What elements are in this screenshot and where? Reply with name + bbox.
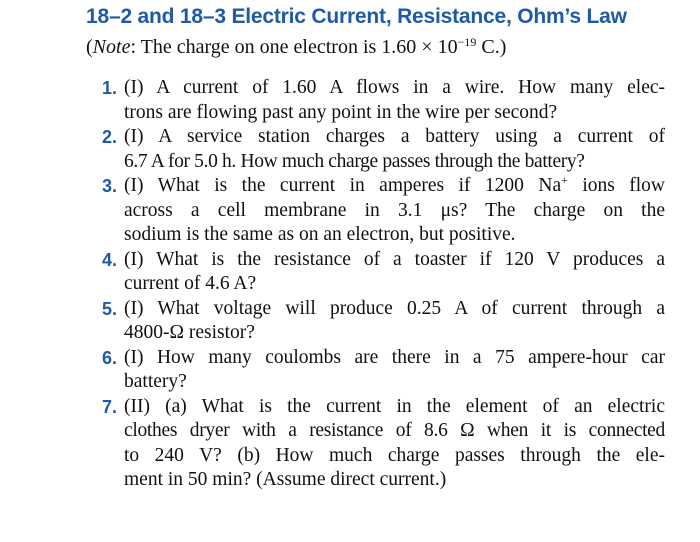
problem-5 bbox=[0, 297, 700, 346]
note bbox=[86, 36, 506, 59]
problem-1 bbox=[0, 76, 700, 125]
ion-charge: + bbox=[561, 173, 568, 187]
problem-7 bbox=[0, 395, 700, 493]
note-close: C.) bbox=[476, 36, 507, 58]
problem-number: 7. bbox=[102, 396, 118, 417]
note-label: Note bbox=[92, 36, 131, 58]
problem-line-part: (I) What is the current in amperes if 1200 Na bbox=[124, 175, 562, 196]
problem-line: (II) (a) What is the current in the element of an electric bbox=[124, 395, 665, 417]
problem-list bbox=[0, 76, 700, 493]
problem-text bbox=[124, 248, 665, 297]
problem-number: 3. bbox=[102, 176, 118, 196]
problem-3 bbox=[0, 174, 700, 248]
problem-4 bbox=[0, 248, 700, 297]
problem-2 bbox=[0, 125, 700, 174]
problem-line: trons are flowing past any point in the wire per second? bbox=[124, 101, 558, 123]
problem-line: to 240 V? (b) How much charge passes through the ele- bbox=[124, 444, 665, 466]
problem-text bbox=[124, 174, 665, 248]
problem-line: (I) A current of 1.60 A flows in a wire. How many elec- bbox=[124, 77, 665, 98]
problem-6 bbox=[0, 346, 700, 395]
note-open: ( bbox=[86, 36, 93, 58]
problem-line: (I) How many coulombs are there in a 75 ampere-hour car bbox=[124, 346, 665, 368]
problem-text bbox=[124, 297, 665, 346]
problem-text bbox=[124, 346, 665, 395]
problem-line: sodium is the same as on an electron, but positive. bbox=[124, 224, 516, 245]
problem-text bbox=[124, 125, 665, 174]
problem-text bbox=[124, 76, 665, 125]
problem-line: current of 4.6 A? bbox=[124, 273, 257, 294]
problem-line: clothes dryer with a resistance of 8.6 Ω when it is connected bbox=[124, 420, 665, 441]
problem-number: 2. bbox=[102, 127, 118, 147]
note-text: : The charge on one electron is 1.60 × 10 bbox=[130, 36, 458, 58]
problem-line: (I) What is the resistance of a toaster if 120 V produces a bbox=[124, 248, 665, 270]
problem-line-part: ions flow bbox=[567, 175, 666, 196]
problem-line: 6.7 A for 5.0 h. How much charge passes through the battery? bbox=[124, 150, 585, 172]
problem-number: 6. bbox=[102, 347, 118, 368]
problem-line bbox=[124, 174, 665, 199]
problem-line: ment in 50 min? (Assume direct current.) bbox=[124, 469, 447, 490]
problem-number: 5. bbox=[102, 298, 118, 319]
problem-text bbox=[124, 395, 665, 493]
problem-line: across a cell membrane in 3.1 μs? The charge on the bbox=[124, 199, 665, 221]
problem-line: (I) What voltage will produce 0.25 A of current through a bbox=[124, 297, 665, 319]
problem-number: 4. bbox=[102, 249, 118, 270]
note-exponent: −19 bbox=[457, 35, 477, 49]
problem-line: battery? bbox=[124, 371, 187, 392]
problem-number: 1. bbox=[102, 78, 118, 98]
problem-line: (I) A service station charges a battery using a current of bbox=[124, 126, 665, 147]
problem-line: 4800-Ω resistor? bbox=[124, 322, 255, 343]
section-title: 18–2 and 18–3 Electric Current, Resistance, Ohm’s Law bbox=[86, 5, 627, 28]
